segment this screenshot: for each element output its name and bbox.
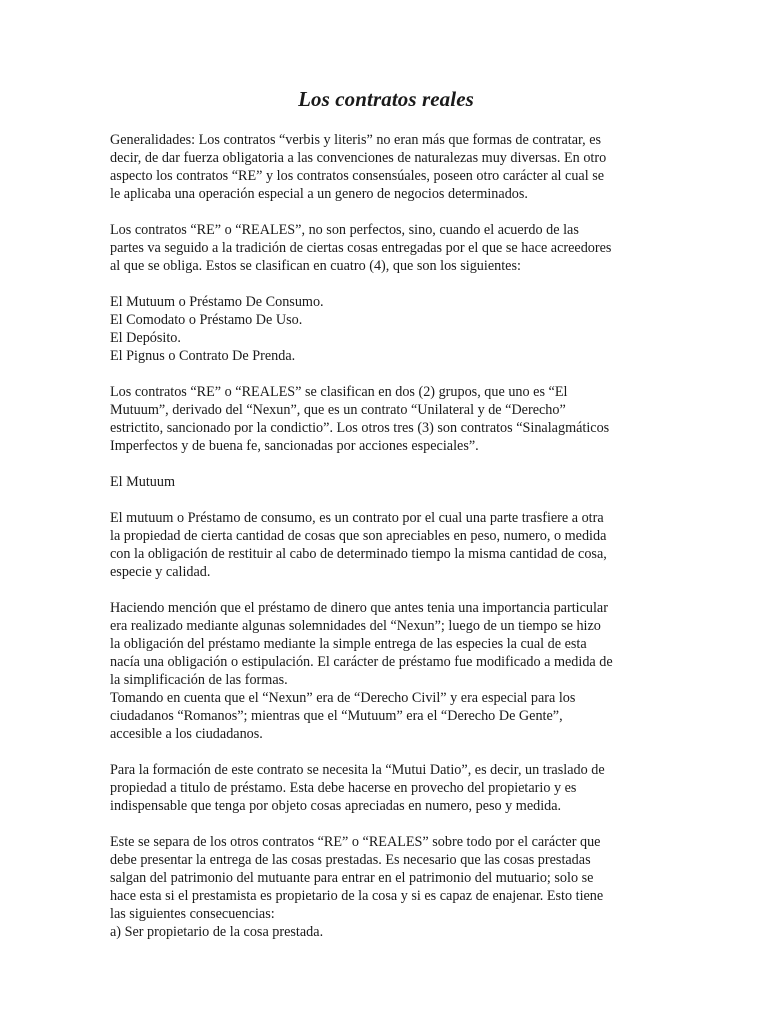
paragraph <box>110 131 662 203</box>
text-line: ciudadanos “Romanos”; mientras que el “Mutuum” era el “Derecho De Gente”, <box>110 708 563 724</box>
text-line: con la obligación de restituir al cabo de determinado tiempo la misma cantidad de cosa, <box>110 546 607 562</box>
text-line: hace esta si el prestamista es propietario de la cosa y si es capaz de enajenar. Esto tiene <box>110 888 604 904</box>
text-line: El Mutuum <box>110 474 176 490</box>
text-line: Este se separa de los otros contratos “RE” o “REALES” sobre todo por el carácter que <box>110 834 601 850</box>
text-line: salgan del patrimonio del mutuante para entrar en el patrimonio del mutuario; solo se <box>110 870 594 886</box>
paragraph <box>110 599 662 743</box>
paragraph <box>110 833 662 941</box>
paragraph <box>110 761 662 815</box>
text-line: Tomando en cuenta que el “Nexun” era de “Derecho Civil” y era especial para los <box>110 690 576 706</box>
text-line: Los contratos “RE” o “REALES”, no son perfectos, sino, cuando el acuerdo de las <box>110 222 579 238</box>
section-heading <box>110 473 662 491</box>
text-line: accesible a los ciudadanos. <box>110 726 263 742</box>
list-item: El Pignus o Contrato De Prenda. <box>110 348 296 364</box>
text-line: la propiedad de cierta cantidad de cosas que son apreciables en peso, numero, o medida <box>110 528 607 544</box>
text-line: Para la formación de este contrato se necesita la “Mutui Datio”, es decir, un traslado de <box>110 762 605 778</box>
text-line: las siguientes consecuencias: <box>110 906 275 922</box>
text-line: El mutuum o Préstamo de consumo, es un contrato por el cual una parte trasfiere a otra <box>110 510 604 526</box>
text-line: era realizado mediante algunas solemnidades del “Nexun”; luego de un tiempo se hizo <box>110 618 601 634</box>
text-line: decir, de dar fuerza obligatoria a las convenciones de naturalezas muy diversas. En otro <box>110 150 607 166</box>
text-line: la simplificación de las formas. <box>110 672 288 688</box>
paragraph <box>110 509 662 581</box>
text-line: a) Ser propietario de la cosa prestada. <box>110 924 324 940</box>
text-line: aspecto los contratos “RE” y los contratos consensúales, poseen otro carácter al cual se <box>110 168 605 184</box>
text-line: estrictito, sancionado por la condictio”. Los otros tres (3) son contratos “Sinalagmáticos <box>110 420 610 436</box>
text-line: especie y calidad. <box>110 564 211 580</box>
list-item: El Mutuum o Préstamo De Consumo. <box>110 294 324 310</box>
document-title: Los contratos reales <box>298 87 474 111</box>
text-line: propiedad a titulo de préstamo. Esta debe hacerse en provecho del propietario y es <box>110 780 577 796</box>
text-line: indispensable que tenga por objeto cosas apreciadas en numero, peso y medida. <box>110 798 562 814</box>
paragraph <box>110 221 662 275</box>
text-line: Los contratos “RE” o “REALES” se clasifican en dos (2) grupos, que uno es “El <box>110 384 568 400</box>
text-line: la obligación del préstamo mediante la simple entrega de las especies la cual de esta <box>110 636 587 652</box>
text-line: partes va seguido a la tradición de ciertas cosas entregadas por el que se hace acreedores <box>110 240 612 256</box>
document-body <box>110 131 662 941</box>
text-line: nacía una obligación o estipulación. El carácter de préstamo fue modificado a medida de <box>110 654 613 670</box>
paragraph <box>110 383 662 455</box>
document-page <box>110 85 662 959</box>
text-line: Haciendo mención que el préstamo de dinero que antes tenia una importancia particular <box>110 600 608 616</box>
text-line: Generalidades: Los contratos “verbis y literis” no eran más que formas de contratar, es <box>110 132 602 148</box>
text-line: le aplicaba una operación especial a un genero de negocios determinados. <box>110 186 528 202</box>
text-line: Imperfectos y de buena fe, sancionadas por acciones especiales”. <box>110 438 479 454</box>
list-item: El Comodato o Préstamo De Uso. <box>110 312 303 328</box>
text-line: Mutuum”, derivado del “Nexun”, que es un contrato “Unilateral y de “Derecho” <box>110 402 566 418</box>
contract-list <box>110 293 662 365</box>
text-line: debe presentar la entrega de las cosas prestadas. Es necesario que las cosas prestadas <box>110 852 591 868</box>
text-line: al que se obliga. Estos se clasifican en cuatro (4), que son los siguientes: <box>110 258 521 274</box>
list-item: El Depósito. <box>110 330 181 346</box>
